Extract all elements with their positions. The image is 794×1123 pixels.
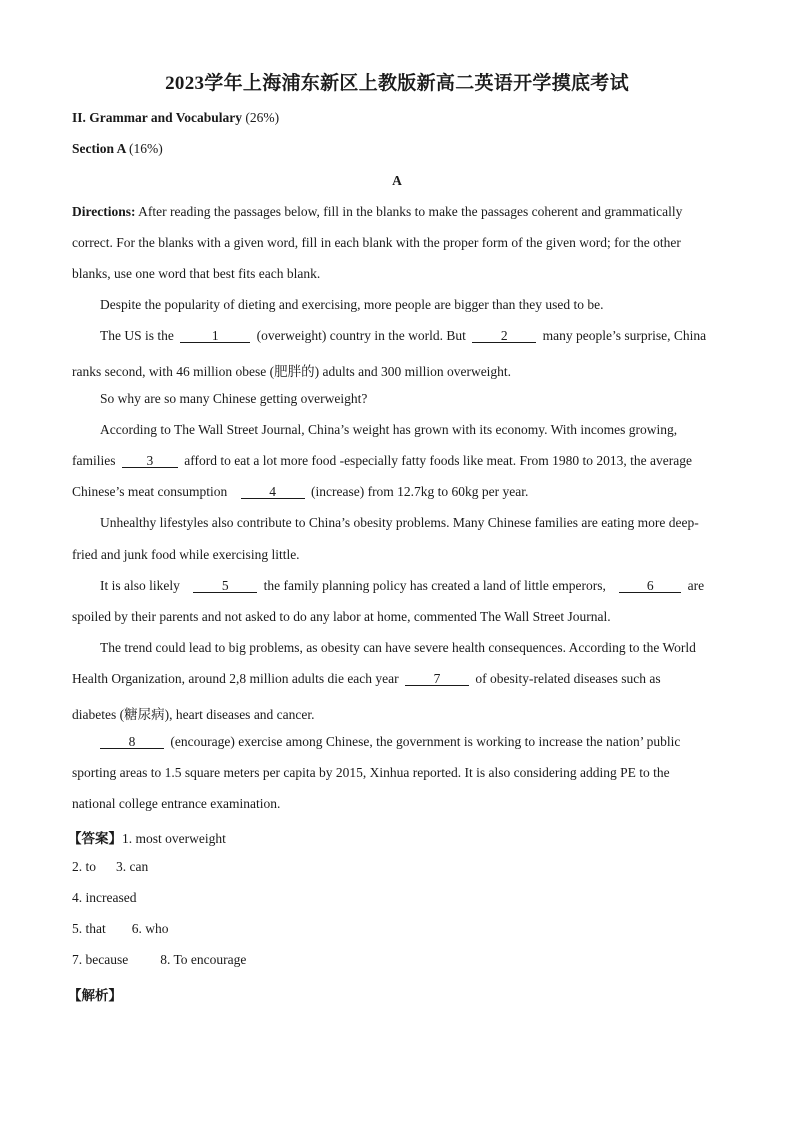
answer-line-4 (72, 921, 169, 937)
text-segment: many people’s surprise, China (542, 328, 707, 343)
text-segment: (overweight) country in the world. But (256, 328, 466, 343)
paragraph-6-line-2: spoiled by their parents and not asked to do any labor at home, commented The Wall Street Journal. (72, 609, 611, 624)
answer-line-2 (72, 859, 148, 875)
answer-3: 3. can (116, 859, 149, 874)
paragraph-7-line-2 (72, 671, 661, 687)
section-score: (16%) (129, 141, 163, 156)
text-segment: It is also likely (100, 578, 180, 593)
analysis-label: 【解析】 (68, 988, 122, 1003)
directions-label: Directions: (72, 204, 136, 219)
directions-line-2: correct. For the blanks with a given word, fill in each blank with the proper form of the given word; for the other (72, 235, 681, 250)
answer-2: 2. to (72, 859, 97, 874)
text-segment: The US is the (100, 328, 174, 343)
text-segment: Chinese’s meat consumption (72, 484, 228, 499)
text-segment: families (72, 453, 116, 468)
answer-1: 1. most overweight (122, 831, 226, 846)
directions-line-1 (72, 204, 682, 220)
section-heading (72, 141, 163, 157)
paragraph-8-line-2: sporting areas to 1.5 square meters per capita by 2015, Xinhua reported. It is also considering adding PE to the (72, 765, 670, 780)
blank-1[interactable]: 1 (180, 329, 250, 343)
text-segment: Health Organization, around 2,8 million adults die each year (72, 671, 399, 686)
text-segment: of obesity-related diseases such as (475, 671, 661, 686)
answer-line-1 (68, 827, 226, 847)
paragraph-3: So why are so many Chinese getting overweight? (100, 391, 368, 406)
paragraph-1: Despite the popularity of dieting and exercising, more people are bigger than they used to be. (100, 297, 604, 312)
blank-2[interactable]: 2 (472, 329, 536, 343)
answer-line-3 (72, 890, 136, 906)
paragraph-2-line-1 (100, 328, 706, 344)
paragraph-8-line-1 (100, 734, 680, 750)
text-segment: are (687, 578, 705, 593)
section-title: Section A (72, 141, 126, 156)
answer-4: 4. increased (72, 890, 137, 905)
paragraph-4-line-2 (72, 453, 692, 469)
paragraph-6-line-1 (100, 578, 704, 594)
page-title: 2023学年上海浦东新区上教版新高二英语开学摸底考试 (165, 73, 629, 94)
part-title: II. Grammar and Vocabulary (72, 110, 243, 125)
answer-label: 【答案】 (68, 831, 122, 846)
answer-5: 5. that (72, 921, 106, 936)
part-heading (72, 110, 279, 126)
text-segment: afford to eat a lot more food -especially fatty foods like meat. From 1980 to 2013, the average (184, 453, 692, 468)
blank-6[interactable]: 6 (619, 579, 681, 593)
paragraph-5-line-2: fried and junk food while exercising little. (72, 547, 300, 562)
paragraph-5-line-1: Unhealthy lifestyles also contribute to China’s obesity problems. Many Chinese families are eating more deep- (100, 515, 699, 530)
blank-8[interactable]: 8 (100, 735, 164, 749)
passage-label: A (392, 173, 402, 188)
blank-3[interactable]: 3 (122, 454, 178, 468)
paragraph-7-line-1: The trend could lead to big problems, as obesity can have severe health consequences. According to the World (100, 640, 696, 655)
text-segment: the family planning policy has created a land of little emperors, (263, 578, 606, 593)
paragraph-8-line-3: national college entrance examination. (72, 796, 281, 811)
directions-line-3: blanks, use one word that best fits each blank. (72, 266, 321, 281)
text-segment: (encourage) exercise among Chinese, the government is working to increase the nation’ public (170, 734, 681, 749)
directions-text-1: After reading the passages below, fill in the blanks to make the passages coherent and grammatically (138, 204, 683, 219)
paragraph-2-line-2: ranks second, with 46 million obese (肥胖的) adults and 300 million overweight. (72, 364, 512, 379)
part-score: (26%) (245, 110, 280, 125)
paragraph-7-line-3: diabetes (糖尿病), heart diseases and cancer. (72, 707, 315, 722)
answer-7: 7. because (72, 952, 129, 967)
paragraph-4-line-3 (72, 484, 528, 500)
answer-line-5 (72, 952, 246, 968)
blank-7[interactable]: 7 (405, 672, 469, 686)
answer-8: 8. To encourage (160, 952, 247, 967)
blank-4[interactable]: 4 (241, 485, 305, 499)
text-segment: (increase) from 12.7kg to 60kg per year. (310, 484, 529, 499)
blank-5[interactable]: 5 (193, 579, 257, 593)
paragraph-4-line-1: According to The Wall Street Journal, China’s weight has grown with its economy. With incomes growing, (100, 422, 678, 437)
answer-6: 6. who (131, 921, 169, 936)
